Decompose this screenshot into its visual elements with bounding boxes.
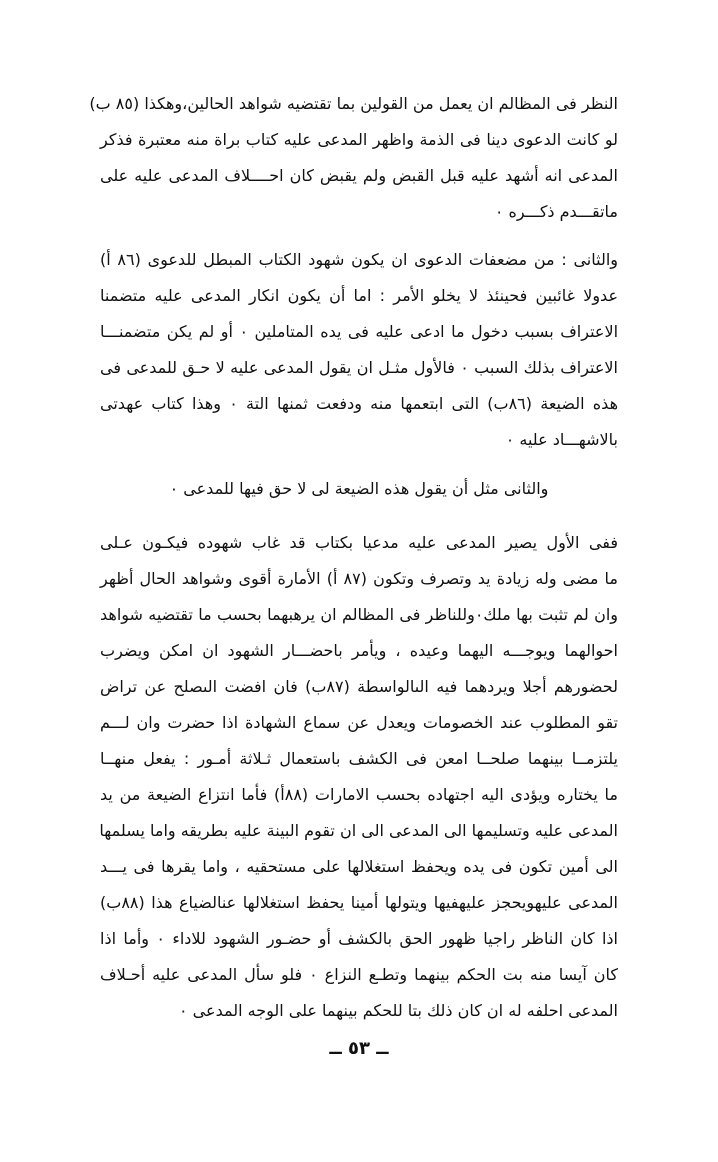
text-line: النظر فى المظالم ان يعمل من القولين بما تقتضيه شواهد الحالين،وهكذا (٨٥ ب) — [89, 94, 618, 113]
text-line: وان لم تثبت بها ملك٠وللناظر فى المظالم ان يرهبهما بحسب ما تقتضيه شواهد — [100, 605, 618, 624]
page-number: ــ ٥٣ ــ — [329, 1038, 389, 1059]
text-line: الى أمين تكون فى يده ويحفظ استغلالها على مستحقيه ، واما يقرها فى يـــد — [100, 857, 618, 876]
paragraph-3 — [100, 471, 618, 507]
text-line: المدعى عليه وتسليمها الى المدعى الى ان تقوم البينة عليه بطريقه واما يسلمها — [99, 821, 618, 840]
text-line: عدولا غائبين فحينئذ لا يخلو الأمر : اما أن يكون انكار المدعى عليه متضمنا — [100, 286, 618, 305]
text-line: لو كانت الدعوى دينا فى الذمة واظهر المدعى عليه كتاب براة منه معتبرة فذكر — [100, 130, 618, 149]
text-line: ما يختاره ويؤدى اليه اجتهاده بحسب الامارات (٨٨أ) فأما انتزاع الضيعة من يد — [100, 785, 619, 804]
paragraph-4 — [100, 525, 618, 1029]
text-line: والثانى مثل أن يقول هذه الضيعة لى لا حق فيها للمدعى ٠ — [169, 479, 549, 498]
text-line: المدعى عليهويحجز عليهفيها ويتولها أمينا يحفظ استغلالها عنالضياع هذا (٨٨ب) — [100, 893, 618, 912]
text-line: المدعى انه أشهد عليه قبل القبض ولم يقبض كان احــــلاف المدعى عليه على — [100, 166, 618, 185]
text-line: اذا كان الناظر راجيا ظهور الحق بالكشف أو حضـور الشهود للاداء ٠ وأما اذا — [100, 929, 618, 948]
text-line: بالاشهـــاد عليه ٠ — [505, 430, 618, 449]
text-line: الاعتراف بذلك السبب ٠ فالأول مثـل ان يقول المدعى عليه لا حـق للمدعى فى — [100, 358, 619, 377]
text-line: ما مضى وله زيادة يد وتصرف وتكون (٨٧ أ) الأمارة أقوى وشواهد الحال أظهر — [100, 569, 619, 588]
paragraph-2 — [100, 242, 618, 458]
text-line: يلتزمــا بينهما صلحــا امعن فى الكشف باستعمال ثـلاثة أمـور : يفعل منهــا — [100, 749, 618, 768]
text-line: كان آيسا منه بت الحكم بينهما وتطـع النزاع ٠ فلو سأل المدعى عليه أحـلاف — [100, 965, 618, 984]
text-line: هذه الضيعة (٨٦ب) التى ابتعمها منه ودفعت ثمنها التة ٠ وهذا كتاب عهدتى — [100, 394, 619, 413]
text-line: لحضورهم أجلا ويردهما فيه الىالواسطة (٨٧ب) فان افضت الىصلح عن تراض — [100, 677, 618, 696]
text-line: المدعى احلفه له ان كان ذلك بتا للحكم بينهما على الوجه المدعى ٠ — [179, 1001, 618, 1020]
paragraph-1 — [89, 86, 618, 230]
text-line: ففى الأول يصير المدعى عليه مدعيا بكتاب قد غاب شهوده فيكـون عـلى — [100, 533, 618, 552]
text-line: احوالهما ويوجـــه اليهما وعيده ، ويأمر باحضـــار الشهود ان امكن ويضرب — [100, 641, 618, 660]
text-line: ماتقـــدم ذكـــره ٠ — [494, 202, 618, 221]
text-line: والثانى : من مضعفات الدعوى ان يكون شهود الكتاب المبطل للدعوى (٨٦ أ) — [100, 250, 618, 269]
text-line: تقو المطلوب عند الخصومات ويعدل عن سماع الشهادة اذا حضرت وان لـــم — [100, 713, 618, 732]
text-line: الاعتراف بسبب دخول ما ادعى عليه فى يده المتاملين ٠ أو لم يكن متضمنـــا — [100, 322, 619, 341]
